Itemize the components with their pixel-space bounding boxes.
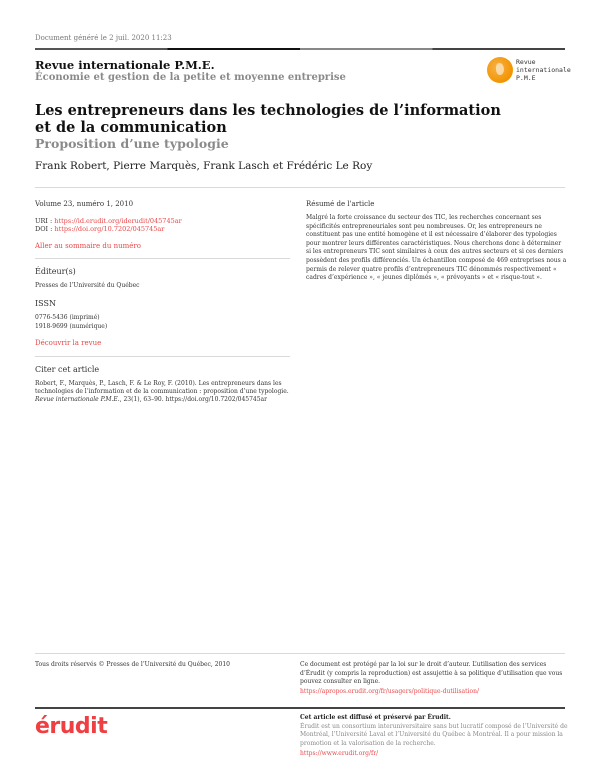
uri-label: URI : xyxy=(35,216,55,225)
divider xyxy=(35,356,290,357)
citation-text xyxy=(35,380,290,405)
policy-link[interactable]: https://apropos.erudit.org/fr/usagers/politique-dutilisation/ xyxy=(300,687,479,695)
diffusion-notice xyxy=(300,714,570,759)
issn-print: 0776-5436 (imprimé) xyxy=(35,313,100,321)
erudit-logo[interactable]: érudit xyxy=(35,714,108,739)
issn-heading: ISSN xyxy=(35,298,56,308)
issn-digital: 1918-9699 (numérique) xyxy=(35,322,108,330)
cite-heading: Citer cet article xyxy=(35,364,100,374)
logo-text xyxy=(516,58,571,82)
diffusion-text: Érudit est un consortium interuniversitaire sans but lucratif composé de l’Université de Montréal, l’Université Laval et l’Université du Québec à Montréal. Il a pour mission la promotion et la valorisation de la recherche. xyxy=(300,722,568,747)
article-subtitle: Proposition d’une typologie xyxy=(35,136,229,151)
doi-line xyxy=(35,225,290,234)
publisher-heading: Éditeur(s) xyxy=(35,267,76,277)
volume-info: Volume 23, numéro 1, 2010 xyxy=(35,200,134,208)
citation-part: , 23(1), 63–90. https://doi.org/10.7202/045745ar xyxy=(119,396,267,404)
doi-link[interactable]: https://doi.org/10.7202/045745ar xyxy=(54,225,165,234)
publisher-name: Presses de l’Université du Québec xyxy=(35,282,140,290)
rights-notice: Tous droits réservés © Presses de l’Université du Québec, 2010 xyxy=(35,661,230,668)
logo-line: internationale xyxy=(516,66,571,74)
discover-journal-link[interactable]: Découvrir la revue xyxy=(35,339,102,348)
globe-icon xyxy=(487,57,513,83)
article-title: Les entrepreneurs dans les technologies de l’information et de la communication xyxy=(35,102,501,136)
journal-logo xyxy=(487,57,571,91)
footer-divider xyxy=(35,653,565,654)
generated-timestamp: Document généré le 2 juil. 2020 11:23 xyxy=(35,34,172,42)
copyright-text: Ce document est protégé par la loi sur le droit d’auteur. L’utilisation des services d’Érudit (y compris la reproduction) est assujettie à sa politique d’utilisation que vous pouvez consulter en ligne. xyxy=(300,661,563,686)
copyright-notice xyxy=(300,661,570,696)
logo-line: Revue xyxy=(516,58,536,66)
divider xyxy=(35,258,290,259)
abstract-text: Malgré la forte croissance du secteur des TIC, les recherches concernant ses spécificités entrepreneuriales sont peu nombreuses. Or, les entrepreneurs ne constituent pas une entité homogène et il est nécessaire d’élaborer des typologies pour montrer leurs différentes caractéristiques. Nous cherchons donc à déterminer si les entrepreneurs TIC sont similaires à ceux des autres secteurs et si ces derniers possèdent des profils différenciés. Un échantillon composé de 469 entreprises nous a permis de relever quatre profils d’entrepreneurs TIC dénommés respectivement « cadres d’expérience », « jeunes diplômés », « prévoyants » et « risque-tout ». xyxy=(306,214,567,282)
uri-line xyxy=(35,217,290,226)
journal-title: Revue internationale P.M.E. xyxy=(35,58,215,72)
diffusion-heading: Cet article est diffusé et préservé par Érudit. xyxy=(300,714,451,721)
citation-journal: Revue internationale P.M.E. xyxy=(35,396,120,404)
citation-part: Robert, F., Marquès, P., Lasch, F. & Le Roy, F. (2010). Les entrepreneurs dans les technologies de l’information et de la communication : proposition d’une typologie. xyxy=(35,379,289,395)
logo-line: P.M.E xyxy=(516,74,536,82)
article-authors: Frank Robert, Pierre Marquès, Frank Lasch et Frédéric Le Roy xyxy=(35,160,373,172)
toc-link[interactable]: Aller au sommaire du numéro xyxy=(35,241,141,250)
metadata-column xyxy=(35,200,290,404)
uri-link[interactable]: https://id.erudit.org/iderudit/045745ar xyxy=(54,216,182,225)
abstract-heading: Résumé de l'article xyxy=(306,200,375,208)
abstract-column xyxy=(306,200,568,283)
erudit-site-link[interactable]: https://www.erudit.org/fr/ xyxy=(300,750,379,758)
doi-label: DOI : xyxy=(35,225,55,234)
bottom-rule xyxy=(35,707,565,709)
divider xyxy=(35,187,565,188)
journal-subtitle: Économie et gestion de la petite et moyenne entreprise xyxy=(35,72,346,83)
top-rule xyxy=(35,48,565,50)
